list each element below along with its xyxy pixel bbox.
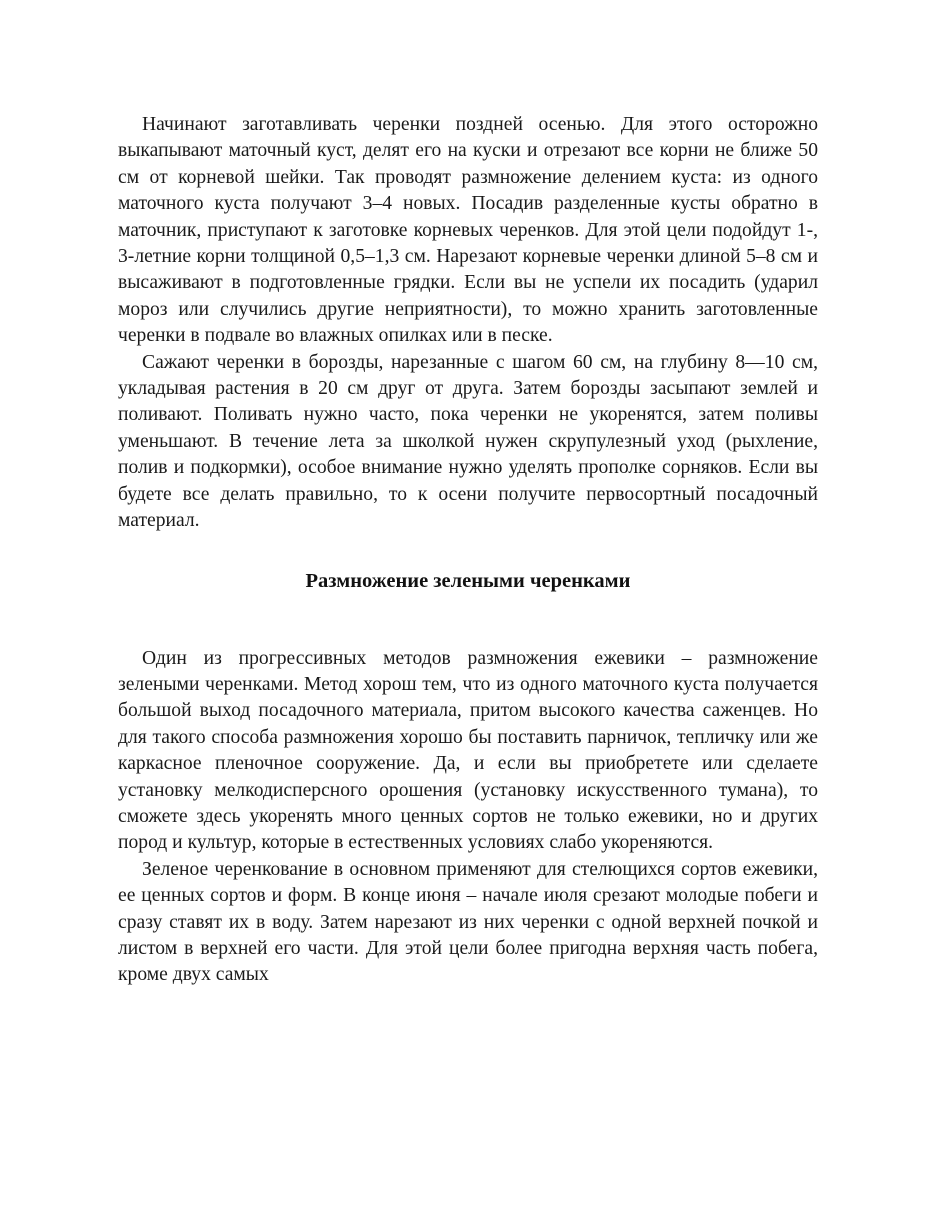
section-heading: Размножение зелеными черенками [305, 569, 631, 592]
paragraph-green-cuttings-method: Один из прогрессивных методов размножения ежевики – размножение зелеными черенками. Метод хорош тем, что из одного маточного куста получается большой выход посадочного материала, притом высокого качества саженцев. Но для такого способа размножения хорошо бы поставить парничок, тепличку или же каркасное пленочное сооружение. Да, и если вы приобретете или сделаете установку мелкодисперсного орошения (установку искусственного тумана), то сможете здесь укоренять много ценных сортов не только ежевики, но и других пород и культур, которые в естественных условиях слабо укореняются. [118, 647, 818, 854]
heading-spacer [118, 594, 818, 646]
paragraph-green-cuttings-procedure: Зеленое черенкование в основном применяют для стелющихся сортов ежевики, ее ценных сортов и форм. В конце июня – начале июля срезают молодые побеги и сразу ставят их в воду. Затем нарезают из них черенки с одной верхней почкой и листом в верхней его части. Для этой цели более пригодна верхняя часть побега, кроме двух самых [118, 858, 818, 986]
paragraph-planting-cuttings: Сажают черенки в борозды, нарезанные с шагом 60 см, на глубину 8—10 см, укладывая растения в 20 см друг от друга. Затем борозды засыпают землей и поливают. Поливать нужно часто, пока черенки не укоренятся, затем поливы уменьшают. В течение лета за школкой нужен скрупулезный уход (рыхление, полив и подкормки), особое внимание нужно уделять прополке сорняков. Если вы будете все делать правильно, то к осени получите первосортный посадочный материал. [118, 351, 818, 532]
document-page [118, 112, 818, 989]
paragraph-root-cuttings-harvest: Начинают заготавливать черенки поздней осенью. Для этого осторожно выкапывают маточный куст, делят его на куски и отрезают все корни не ближе 50 см от корневой шейки. Так проводят размножение делением куста: из одного маточного куста получают 3–4 новых. Посадив разделенные кусты обратно в маточник, приступают к заготовке корневых черенков. Для этой цели подойдут 1-, 3-летние корни толщиной 0,5–1,3 см. Нарезают корневые черенки длиной 5–8 см и высаживают в подготовленные грядки. Если вы не успели их посадить (ударил мороз или случились другие неприятности), то можно хранить заготовленные черенки в подвале во влажных опилках или в песке. [118, 114, 818, 347]
